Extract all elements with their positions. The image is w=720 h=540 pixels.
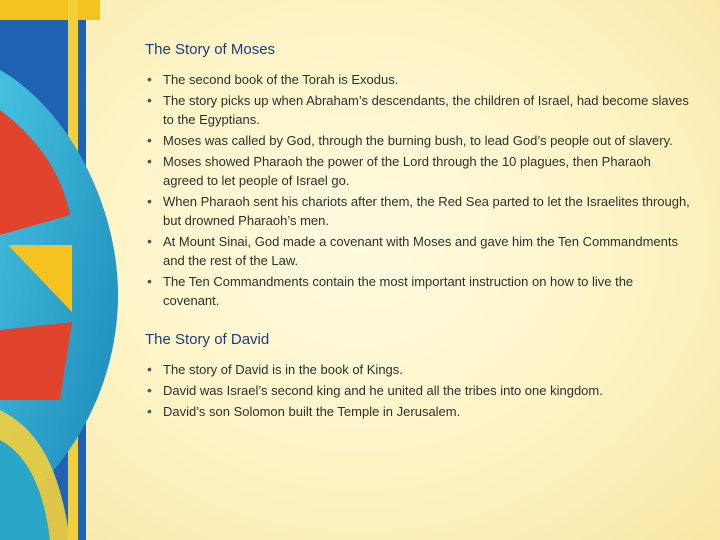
list-item: • Moses was called by God, through the burning bush, to lead God’s people out of slavery. (145, 131, 690, 150)
section-title: The Story of David (145, 331, 270, 348)
list-item: • David’s son Solomon built the Temple in Jerusalem. (145, 402, 690, 421)
list-item: • When Pharaoh sent his chariots after them, the Red Sea parted to let the Israelites through, but drowned Pharaoh’s men. (145, 192, 690, 230)
list-item: • At Mount Sinai, God made a covenant with Moses and gave him the Ten Commandments and the rest of the Law. (145, 232, 690, 270)
section-moses (145, 40, 690, 310)
list-item: • The story picks up when Abraham’s descendants, the children of Israel, had become slaves to the Egyptians. (145, 91, 690, 129)
list-item: • The story of David is in the book of Kings. (145, 360, 690, 379)
bullet-list (145, 360, 690, 421)
list-item: • David was Israel’s second king and he united all the tribes into one kingdom. (145, 381, 690, 400)
decorative-side-art (0, 0, 140, 540)
section-david (145, 330, 690, 421)
bullet-list (145, 70, 690, 310)
slide-content (145, 40, 690, 423)
list-item: • Moses showed Pharaoh the power of the Lord through the 10 plagues, then Pharaoh agreed to let people of Israel go. (145, 152, 690, 190)
list-item: • The Ten Commandments contain the most important instruction on how to live the covenant. (145, 272, 690, 310)
list-item: • The second book of the Torah is Exodus. (145, 70, 690, 89)
section-title: The Story of Moses (145, 41, 276, 58)
